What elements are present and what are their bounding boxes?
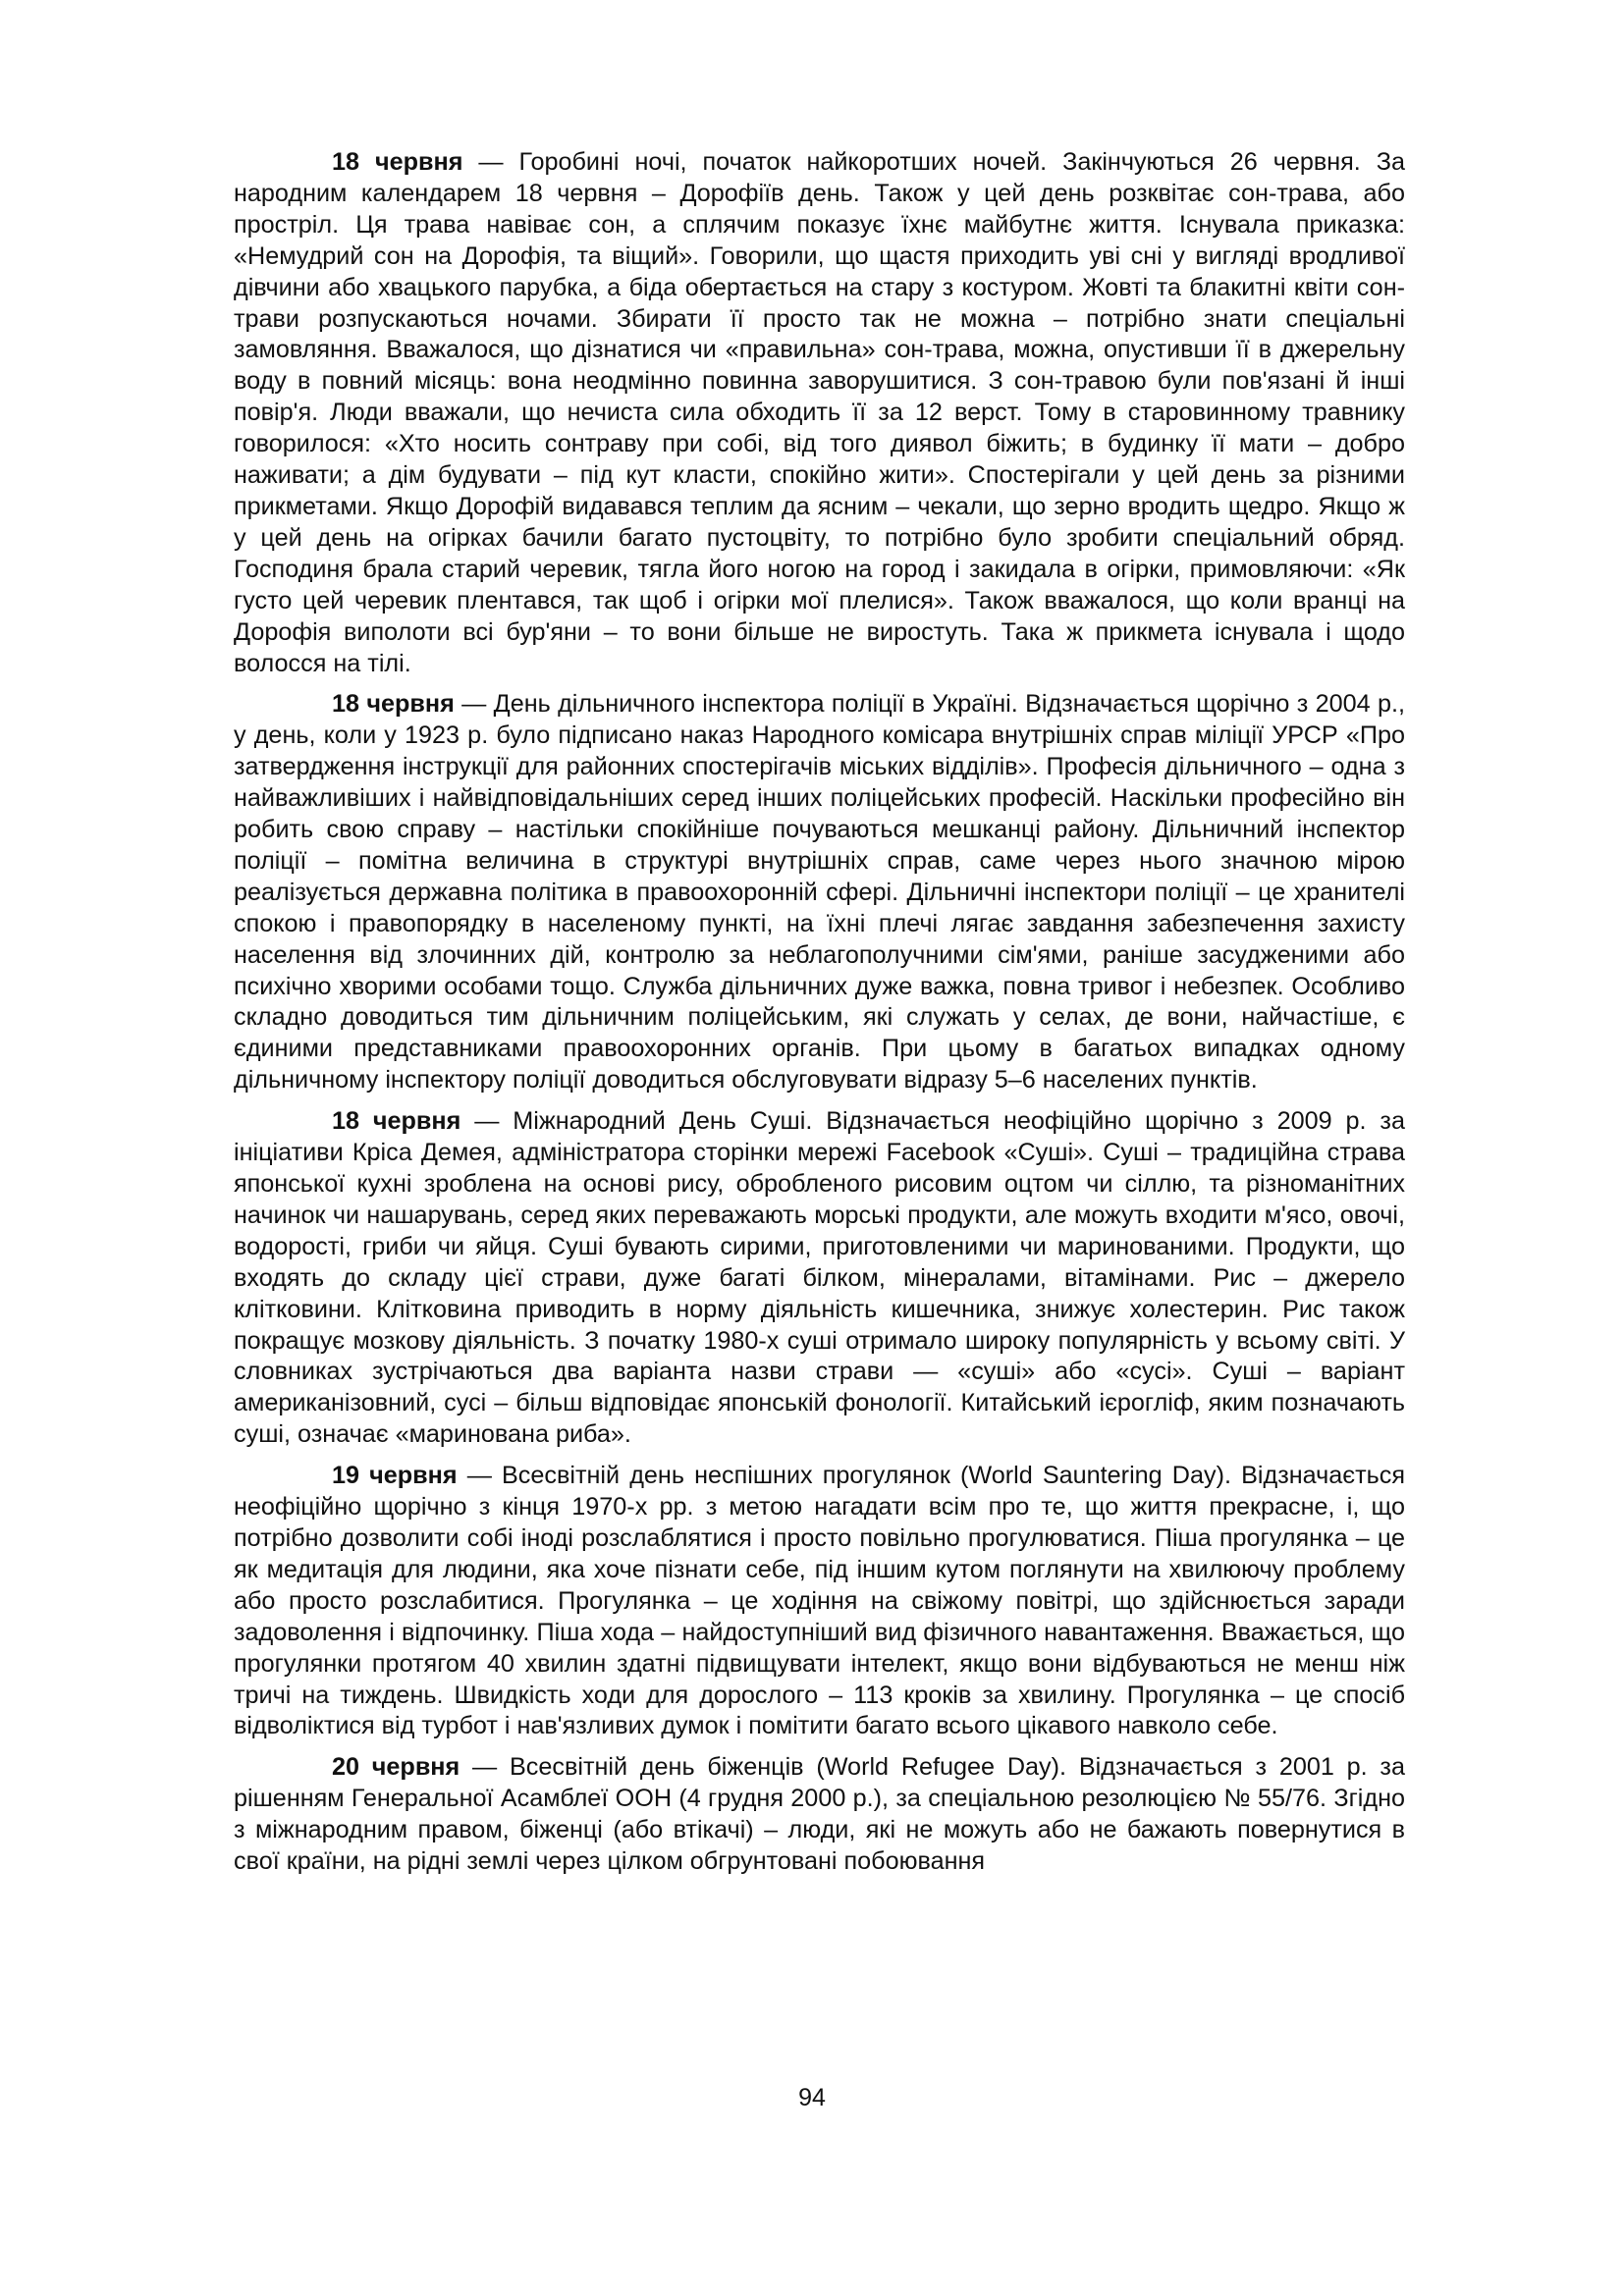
entry-text: — Всесвітній день біженців (World Refugee Day). Відзначається з 2001 р. за рішенням Генеральної Асамблеї ООН (4 грудня 2000 р.), за спеціальною резолюцією № 55/76. Згідно з міжнародним правом, біженці (або втікачі) – люди, які не можуть або не бажають повернутися в свої країни, на рідні землі через цілком обгрунтовані побоювання [234, 1753, 1405, 1876]
entry-paragraph [234, 689, 1405, 1096]
entry-paragraph [234, 1752, 1405, 1878]
entry-text: — День дільничного інспектора поліції в Україні. Відзначається щорічно з 2004 р., у день, коли у 1923 р. було підписано наказ Народного комісара внутрішніх справ міліції УРСР «Про затвердження інструкції для районних спостерігачів міських відділів». Професія дільничного – одна з найважливіших і найвідповідальніших серед інших поліцейських професій. Наскільки професійно він робить свою справу – настільки спокійніше почуваються мешканці району. Дільничний інспектор поліції – помітна величина в структурі внутрішніх справ, саме через нього значною мірою реалізується державна політика в правоохоронній сфері. Дільничні інспектори поліції – це хранителі спокою і правопорядку в населеному пункті, на їхні плечі лягає завдання забезпечення захисту населення від злочинних дій, контролю за неблагополучними сім'ями, раніше засудженими або психічно хворими особами тощо. Служба дільничних дуже важка, повна тривог і небезпек. Особливо складно доводиться тим дільничним поліцейським, які служать у селах, де вони, найчастіше, є єдиними представниками правоохоронних органів. При цьому в багатьох випадках одному дільничному інспектору поліції доводиться обслуговувати відразу 5–6 населених пунктів. [234, 690, 1406, 1095]
entry-text: — Горобині ночі, початок найкоротших ночей. Закінчуються 26 червня. За народним календарем 18 червня – Дорофіїв день. Також у цей день розквітає сон-трава, або прострiл. Ця трава навіває сон, а сплячим показує їхнє майбутнє життя. Існувала приказка: «Немудрий сон на Дорофія, та віщий». Говорили, що щастя приходить уві сні у вигляді вродливої дівчини або хвацького парубка, а біда обертається на стару з костуром. Жовті та блакитні квіти сон-трави розпускаються ночами. Збирати її просто так не можна – потрібно знати спеціальні замовляння. Вважалося, що дізнатися чи «правильна» сон-трава, можна, опустивши її в джерельну воду в повний місяць: вона неодмінно повинна заворушитися. З сон-травою були пов'язані й інші повір'я. Люди вважали, що нечиста сила обходить її за 12 верст. Тому в старовинному травнику говорилося: «Хто носить сонтраву при собі, від того диявол біжить; в будинку її мати – добро наживати; а дім будувати – під кут класти, спокійно жити». Спостерігали у цей день за різними прикметами. Якщо Дорофій видавався теплим да ясним – чекали, що зерно вродить щедро. Якщо ж у цей день на огірках бачили багато пустоцвіту, то потрібно було зробити спеціальний обряд. Господиня брала старий черевик, тягла його ногою на город і закидала в огірки, примовляючи: «Як густо цей черевик плентався, так щоб і огірки мої плелися». Також вважалося, що коли вранці на Дорофія виполоти всі бур'яни – то вони більше не виростуть. Така ж прикмета існувала і щодо волосся на тілі. [234, 148, 1405, 677]
entry-paragraph [234, 1106, 1405, 1451]
entry-date: 20 червня [332, 1753, 460, 1782]
entry-date: 19 червня [332, 1462, 458, 1490]
page-number: 94 [798, 2084, 826, 2111]
entry-paragraph [234, 1461, 1405, 1742]
entry-date: 18 червня [332, 1107, 461, 1136]
entry-text: — Всесвітній день неспішних прогулянок (World Sauntering Day). Відзначається неофіційно щорічно з кінця 1970-х рр. з метою нагадати всім про те, що життя прекрасне, і, що потрібно дозволити собі іноді розслаблятися і просто повільно прогулюватися. Піша прогулянка – це як медитація для людини, яка хоче пізнати себе, під іншим кутом поглянути на хвилюючу проблему або просто розслабитися. Прогулянка – це ходіння на свіжому повітрі, що здійснюється заради задоволення і відпочинку. Піша хода – найдоступніший вид фізичного навантаження. Вважається, що прогулянки протягом 40 хвилин здатні підвищувати інтелект, якщо вони відбуваються не менш ніж тричі на тиждень. Швидкість ходи для дорослого – 113 кроків за хвилину. Прогулянка – це спосіб відволіктися від турбот і нав'язливих думок і помітити багато всього цікавого навколо себе. [234, 1462, 1405, 1740]
entry-paragraph [234, 147, 1405, 679]
entry-date: 18 червня [332, 690, 455, 719]
entry-date: 18 червня [332, 148, 463, 176]
entry-text: — Міжнародний День Суші. Відзначається неофіційно щорічно з 2009 р. за ініціативи Кріса Демея, адміністратора сторінки мережі Facebook «Суші». Суші – традиційна страва японської кухні зроблена на основі рису, обробленого рисовим оцтом чи сіллю, та різноманітних начинок чи нашарувань, серед яких переважають морські продукти, але можуть входити м'ясо, овочі, водорості, гриби чи яйця. Суші бувають сирими, приготовленими чи маринованими. Продукти, що входять до складу цієї страви, дуже багаті білком, мінералами, вітамінами. Рис – джерело клітковини. Клітковина приводить в норму діяльність кишечника, знижує холестерин. Рис також покращує мозкову діяльність. З початку 1980-х суші отримало широку популярність у всьому світі. У словниках зустрічаються два варіанта назви страви — «суші» або «сусі». Суші – варіант американізовний, сусі – більш відповідає японській фонології. Китайський ієрогліф, яким позначають суші, означає «маринована риба». [234, 1107, 1405, 1449]
document-page [234, 147, 1405, 1888]
